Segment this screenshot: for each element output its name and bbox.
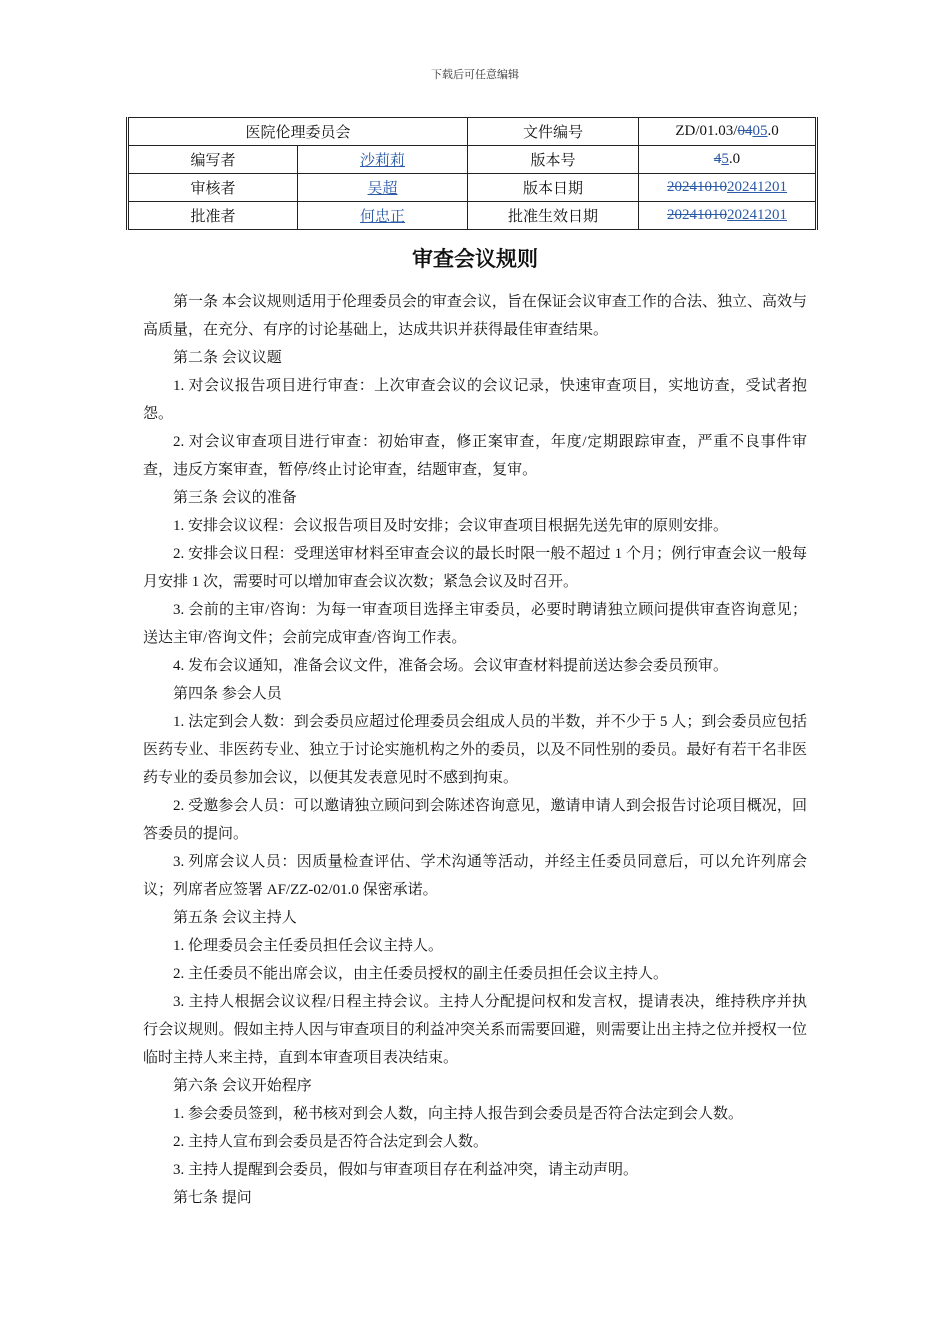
document-title: 审查会议规则	[412, 247, 538, 271]
paragraph: 1. 参会委员签到，秘书核对到会人数，向主持人报告到会委员是否符合法定到会人数。	[173, 1106, 744, 1122]
paragraph: 2. 对会议审查项目进行审查：初始审查，修正案审查，年度/定期跟踪审查，严重不良事件审查，违反方案审查，暂停/终止讨论审查，结题审查，复审。	[143, 434, 807, 478]
paragraph: 1. 安排会议议程：会议报告项目及时安排；会议审查项目根据先送先审的原则安排。	[173, 518, 729, 534]
version-deleted: 4	[713, 151, 722, 167]
paragraph: 1. 对会议报告项目进行审查：上次审查会议的会议记录，快速审查项目，实地访查，受试者抱怨。	[143, 378, 807, 422]
paragraph: 2. 主任委员不能出席会议，由主任委员授权的副主任委员担任会议主持人。	[173, 966, 669, 982]
paragraph: 3. 主持人根据会议议程/日程主持会议。主持人分配提问权和发言权，提请表决，维持秩序并执行会议规则。假如主持人因与审查项目的利益冲突关系而需要回避，则需要让出主持之位并授权一位临时主持人来主持，直到本审查项目表决结束。	[143, 994, 807, 1066]
author-cell	[298, 146, 468, 174]
paragraph: 3. 主持人提醒到会委员，假如与审查项目存在利益冲突，请主动声明。	[173, 1162, 639, 1178]
paragraph: 第一条 本会议规则适用于伦理委员会的审查会议，旨在保证会议审查工作的合法、独立、高效与高质量，在充分、有序的讨论基础上，达成共识并获得最佳审查结果。	[143, 294, 807, 338]
section-heading: 第五条 会议主持人	[173, 910, 297, 926]
effective-date-value	[639, 202, 817, 230]
paragraph: 4. 发布会议通知，准备会议文件，准备会场。会议审查材料提前送达参会委员预审。	[173, 658, 729, 674]
header-note: 下载后可任意编辑	[431, 69, 519, 81]
version-label: 版本号	[468, 146, 639, 174]
section-heading: 第二条 会议议题	[173, 350, 282, 366]
file-no-deleted: 04	[737, 123, 753, 139]
effective-date-label: 批准生效日期	[468, 202, 639, 230]
version-date-value	[639, 174, 817, 202]
org-name: 医院伦理委员会	[128, 118, 468, 146]
meta-row-org	[128, 118, 817, 146]
version-date-deleted: 20241010	[667, 179, 728, 195]
approver-cell	[298, 202, 468, 230]
version-inserted: 5	[721, 151, 729, 167]
approver-label: 批准者	[128, 202, 298, 230]
effective-date-inserted: 20241201	[727, 207, 788, 223]
paragraph: 2. 主持人宣布到会委员是否符合法定到会人数。	[173, 1134, 489, 1150]
section-heading: 第三条 会议的准备	[173, 490, 297, 506]
paragraph: 3. 列席会议人员：因质量检查评估、学术沟通等活动，并经主任委员同意后，可以允许列席会议；列席者应签署 AF/ZZ-02/01.0 保密承诺。	[143, 854, 807, 898]
author-label: 编写者	[128, 146, 298, 174]
version-date-inserted: 20241201	[727, 179, 788, 195]
paragraph: 2. 受邀参会人员：可以邀请独立顾问到会陈述咨询意见，邀请申请人到会报告讨论项目概况，回答委员的提问。	[143, 798, 807, 842]
file-no-value: ZD/01.03/0405.0	[639, 118, 817, 146]
version-value: 45.0	[639, 146, 817, 174]
approver-link[interactable]: 何忠正	[360, 209, 406, 225]
author-link[interactable]: 沙莉莉	[360, 153, 406, 169]
paragraph: 2. 安排会议日程：受理送审材料至审查会议的最长时限一般不超过 1 个月；例行审查会议一般每月安排 1 次，需要时可以增加审查会议次数；紧急会议及时召开。	[143, 546, 807, 590]
document-body	[143, 288, 807, 1212]
section-heading: 第六条 会议开始程序	[173, 1078, 312, 1094]
meta-row-reviewer	[128, 174, 817, 202]
document-meta-table	[126, 117, 818, 230]
section-heading: 第七条 提问	[173, 1190, 252, 1206]
paragraph: 3. 会前的主审/咨询：为每一审查项目选择主审委员，必要时聘请独立顾问提供审查咨询意见；送达主审/咨询文件；会前完成审查/咨询工作表。	[143, 602, 807, 646]
file-no-label: 文件编号	[468, 118, 639, 146]
version-date-label: 版本日期	[468, 174, 639, 202]
meta-row-approver	[128, 202, 817, 230]
section-heading: 第四条 参会人员	[173, 686, 282, 702]
reviewer-label: 审核者	[128, 174, 298, 202]
file-no-inserted: 05	[752, 123, 768, 139]
meta-row-author	[128, 146, 817, 174]
reviewer-cell	[298, 174, 468, 202]
reviewer-link[interactable]: 吴超	[367, 181, 398, 197]
effective-date-deleted: 20241010	[667, 207, 728, 223]
paragraph: 1. 法定到会人数：到会委员应超过伦理委员会组成人员的半数，并不少于 5 人；到会委员应包括医药专业、非医药专业、独立于讨论实施机构之外的委员，以及不同性别的委员。最好有若干名非医药专业的委员参加会议，以便其发表意见时不感到拘束。	[143, 714, 807, 786]
paragraph: 1. 伦理委员会主任委员担任会议主持人。	[173, 938, 444, 954]
